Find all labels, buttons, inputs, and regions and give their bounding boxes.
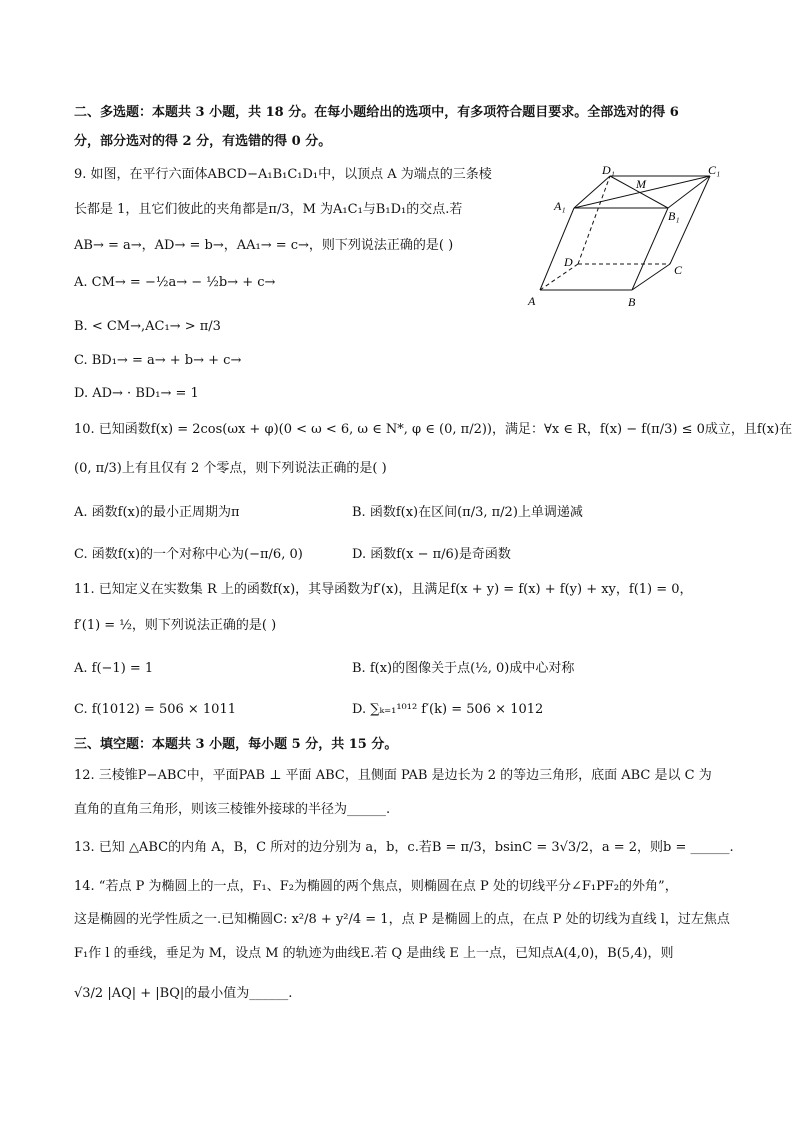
q11-option-b: B. f(x)的图像关于点(½, 0)成中心对称 [352, 661, 575, 676]
q9-option-b: B. < CM→,AC₁→ > π/3 [74, 319, 221, 334]
label-D1: D₁ [602, 163, 615, 177]
q10-option-b: B. 函数f(x)在区间(π/3, π/2)上单调递减 [352, 505, 583, 520]
parallelepiped-figure [522, 160, 732, 310]
label-C1: C₁ [708, 163, 721, 177]
q11-option-c: C. f(1012) = 506 × 1011 [74, 702, 236, 717]
q14-line2: 这是椭圆的光学性质之一.已知椭圆C: x²/8 + y²/4 = 1，点 P 是椭圆上的点，在点 P 处的切线为直线 l，过左焦点 [74, 912, 730, 927]
section2-heading-line2: 分，部分选对的得 2 分，有选错的得 0 分。 [74, 134, 332, 149]
label-A1: A₁ [554, 199, 566, 213]
q9-option-d: D. AD→ · BD₁→ = 1 [74, 386, 199, 401]
q12-line2: 直角的直角三角形，则该三棱锥外接球的半径为______. [74, 802, 391, 817]
q14-line4: √3/2 |AQ| + |BQ|的最小值为______. [74, 986, 293, 1001]
label-M: M [636, 177, 646, 191]
q14-line1: 14. “若点 P 为椭圆上的一点，F₁、F₂为椭圆的两个焦点，则椭圆在点 P 处的切线平分∠F₁PF₂的外角”， [74, 879, 678, 894]
q9-option-a: A. CM→ = −½a→ − ½b→ + c→ [74, 275, 276, 290]
q9-stem-line1: 9. 如图，在平行六面体ABCD−A₁B₁C₁D₁中，以顶点 A 为端点的三条棱 [74, 167, 492, 182]
q11-stem-line2: f′(1) = ½，则下列说法正确的是( ) [74, 618, 277, 633]
q14-line3: F₁作 l 的垂线，垂足为 M，设点 M 的轨迹为曲线E.若 Q 是曲线 E 上一点，已知点A(4,0)，B(5,4)，则 [74, 946, 674, 961]
q9-stem-line2: 长都是 1，且它们彼此的夹角都是π/3，M 为A₁C₁与B₁D₁的交点.若 [74, 202, 463, 217]
q10-stem-line1: 10. 已知函数f(x) = 2cos(ωx + φ)(0 < ω < 6, ω ∈ N*, φ ∈ (0, π/2))，满足：∀x ∈ R，f(x) − f(π/3) ≤ 0成立，且f(x)在 [74, 422, 793, 437]
q10-option-a: A. 函数f(x)的最小正周期为π [74, 505, 240, 520]
section3-heading: 三、填空题：本题共 3 小题，每小题 5 分，共 15 分。 [74, 737, 398, 752]
q10-option-c: C. 函数f(x)的一个对称中心为(−π/6, 0) [74, 547, 303, 562]
q11-option-d: D. ∑ₖ₌₁¹⁰¹² f′(k) = 506 × 1012 [352, 702, 544, 717]
q10-stem-line2: (0, π/3)上有且仅有 2 个零点，则下列说法正确的是( ) [74, 461, 387, 476]
q11-stem-line1: 11. 已知定义在实数集 R 上的函数f(x)，其导函数为f′(x)，且满足f(x + y) = f(x) + f(y) + xy，f(1) = 0， [74, 582, 693, 597]
q11-option-a: A. f(−1) = 1 [74, 661, 154, 676]
label-D: D [564, 255, 573, 269]
q10-option-d: D. 函数f(x − π/6)是奇函数 [352, 547, 511, 562]
label-A: A [528, 294, 536, 308]
label-B1: B₁ [668, 209, 680, 223]
q13-line1: 13. 已知 △ABC的内角 A，B，C 所对的边分别为 a，b，c.若B = π/3，bsinC = 3√3/2，a = 2，则b = ______. [74, 840, 734, 855]
label-C: C [674, 263, 683, 277]
q9-stem-line3: AB→ = a→，AD→ = b→，AA₁→ = c→，则下列说法正确的是( ) [74, 238, 454, 253]
section2-heading-line1: 二、多选题：本题共 3 小题，共 18 分。在每小题给出的选项中，有多项符合题目要求。全部选对的得 6 [74, 105, 679, 120]
q9-option-c: C. BD₁→ = a→ + b→ + c→ [74, 353, 242, 368]
q12-line1: 12. 三棱锥P−ABC中，平面PAB ⊥ 平面 ABC，且侧面 PAB 是边长为 2 的等边三角形，底面 ABC 是以 C 为 [74, 768, 712, 783]
label-B: B [628, 295, 636, 309]
